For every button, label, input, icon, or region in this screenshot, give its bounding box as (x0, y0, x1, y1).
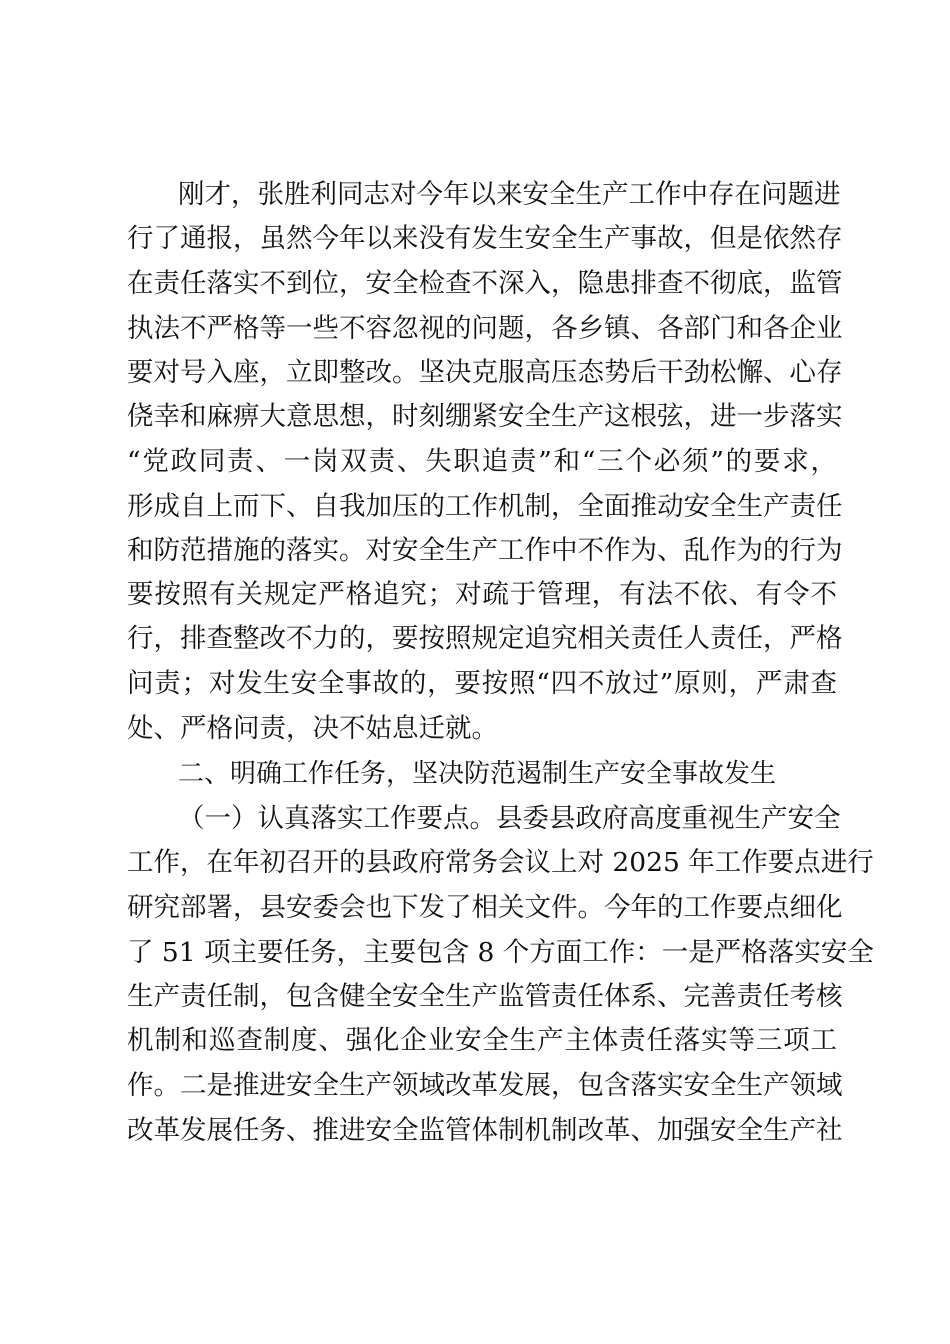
paragraph-2-line-6: 机制和巡查制度、强化企业安全生产主体责任落实等三项工 (127, 1025, 837, 1056)
paragraph-1-line-13: 处、严格问责，决不姑息迁就。 (127, 713, 498, 744)
paragraph-2-line-2: 工作，在年初召开的县政府常务会议上对 2025 年工作要点进行 (127, 847, 874, 878)
paragraph-2-line-8: 改革发展任务、推进安全监管体制机制改革、加强安全生产社 (127, 1115, 843, 1146)
paragraph-1-line-8: 形成自上而下、自我加压的工作机制，全面推动安全生产责任 (127, 491, 843, 522)
paragraph-2-line-5: 生产责任制，包含健全安全生产监管责任体系、完善责任考核 (127, 981, 843, 1012)
paragraph-1-line-7: “党政同责、一岗双责、失职追责”和“三个必须”的要求， (127, 446, 837, 477)
paragraph-2-line-4: 了 51 项主要任务，主要包含 8 个方面工作：一是严格落实安全 (127, 937, 874, 968)
paragraph-2-line-1: （一）认真落实工作要点。县委县政府高度重视生产安全 (178, 803, 841, 834)
paragraph-1-line-12: 问责；对发生安全事故的，要按照“四不放过”原则，严肃查 (127, 668, 837, 699)
paragraph-1-line-1: 刚才，张胜利同志对今年以来安全生产工作中存在问题进 (178, 179, 841, 210)
paragraph-1-line-5: 要对号入座，立即整改。坚决克服高压态势后干劲松懈、心存 (127, 357, 843, 388)
paragraph-1-line-11: 行，排查整改不力的，要按照规定追究相关责任人责任，严格 (127, 623, 843, 654)
paragraph-1-line-9: 和防范措施的落实。对安全生产工作中不作为、乱作为的行为 (127, 535, 843, 566)
paragraph-1-line-4: 执法不严格等一些不容忽视的问题，各乡镇、各部门和各企业 (127, 313, 843, 344)
section-heading: 二、明确工作任务，坚决防范遏制生产安全事故发生 (178, 759, 777, 789)
paragraph-1-line-10: 要按照有关规定严格追究；对疏于管理，有法不依、有令不 (127, 579, 837, 610)
paragraph-1-line-3: 在责任落实不到位，安全检查不深入，隐患排查不彻底，监管 (127, 268, 843, 299)
paragraph-1-line-6: 侥幸和麻痹大意思想，时刻绷紧安全生产这根弦，进一步落实 (127, 401, 843, 432)
paragraph-1-line-2: 行了通报，虽然今年以来没有发生安全生产事故，但是依然存 (127, 223, 843, 254)
paragraph-2-line-7: 作。二是推进安全生产领域改革发展，包含落实安全生产领域 (127, 1070, 843, 1101)
paragraph-2-line-3: 研究部署，县安委会也下发了相关文件。今年的工作要点细化 (127, 892, 843, 923)
